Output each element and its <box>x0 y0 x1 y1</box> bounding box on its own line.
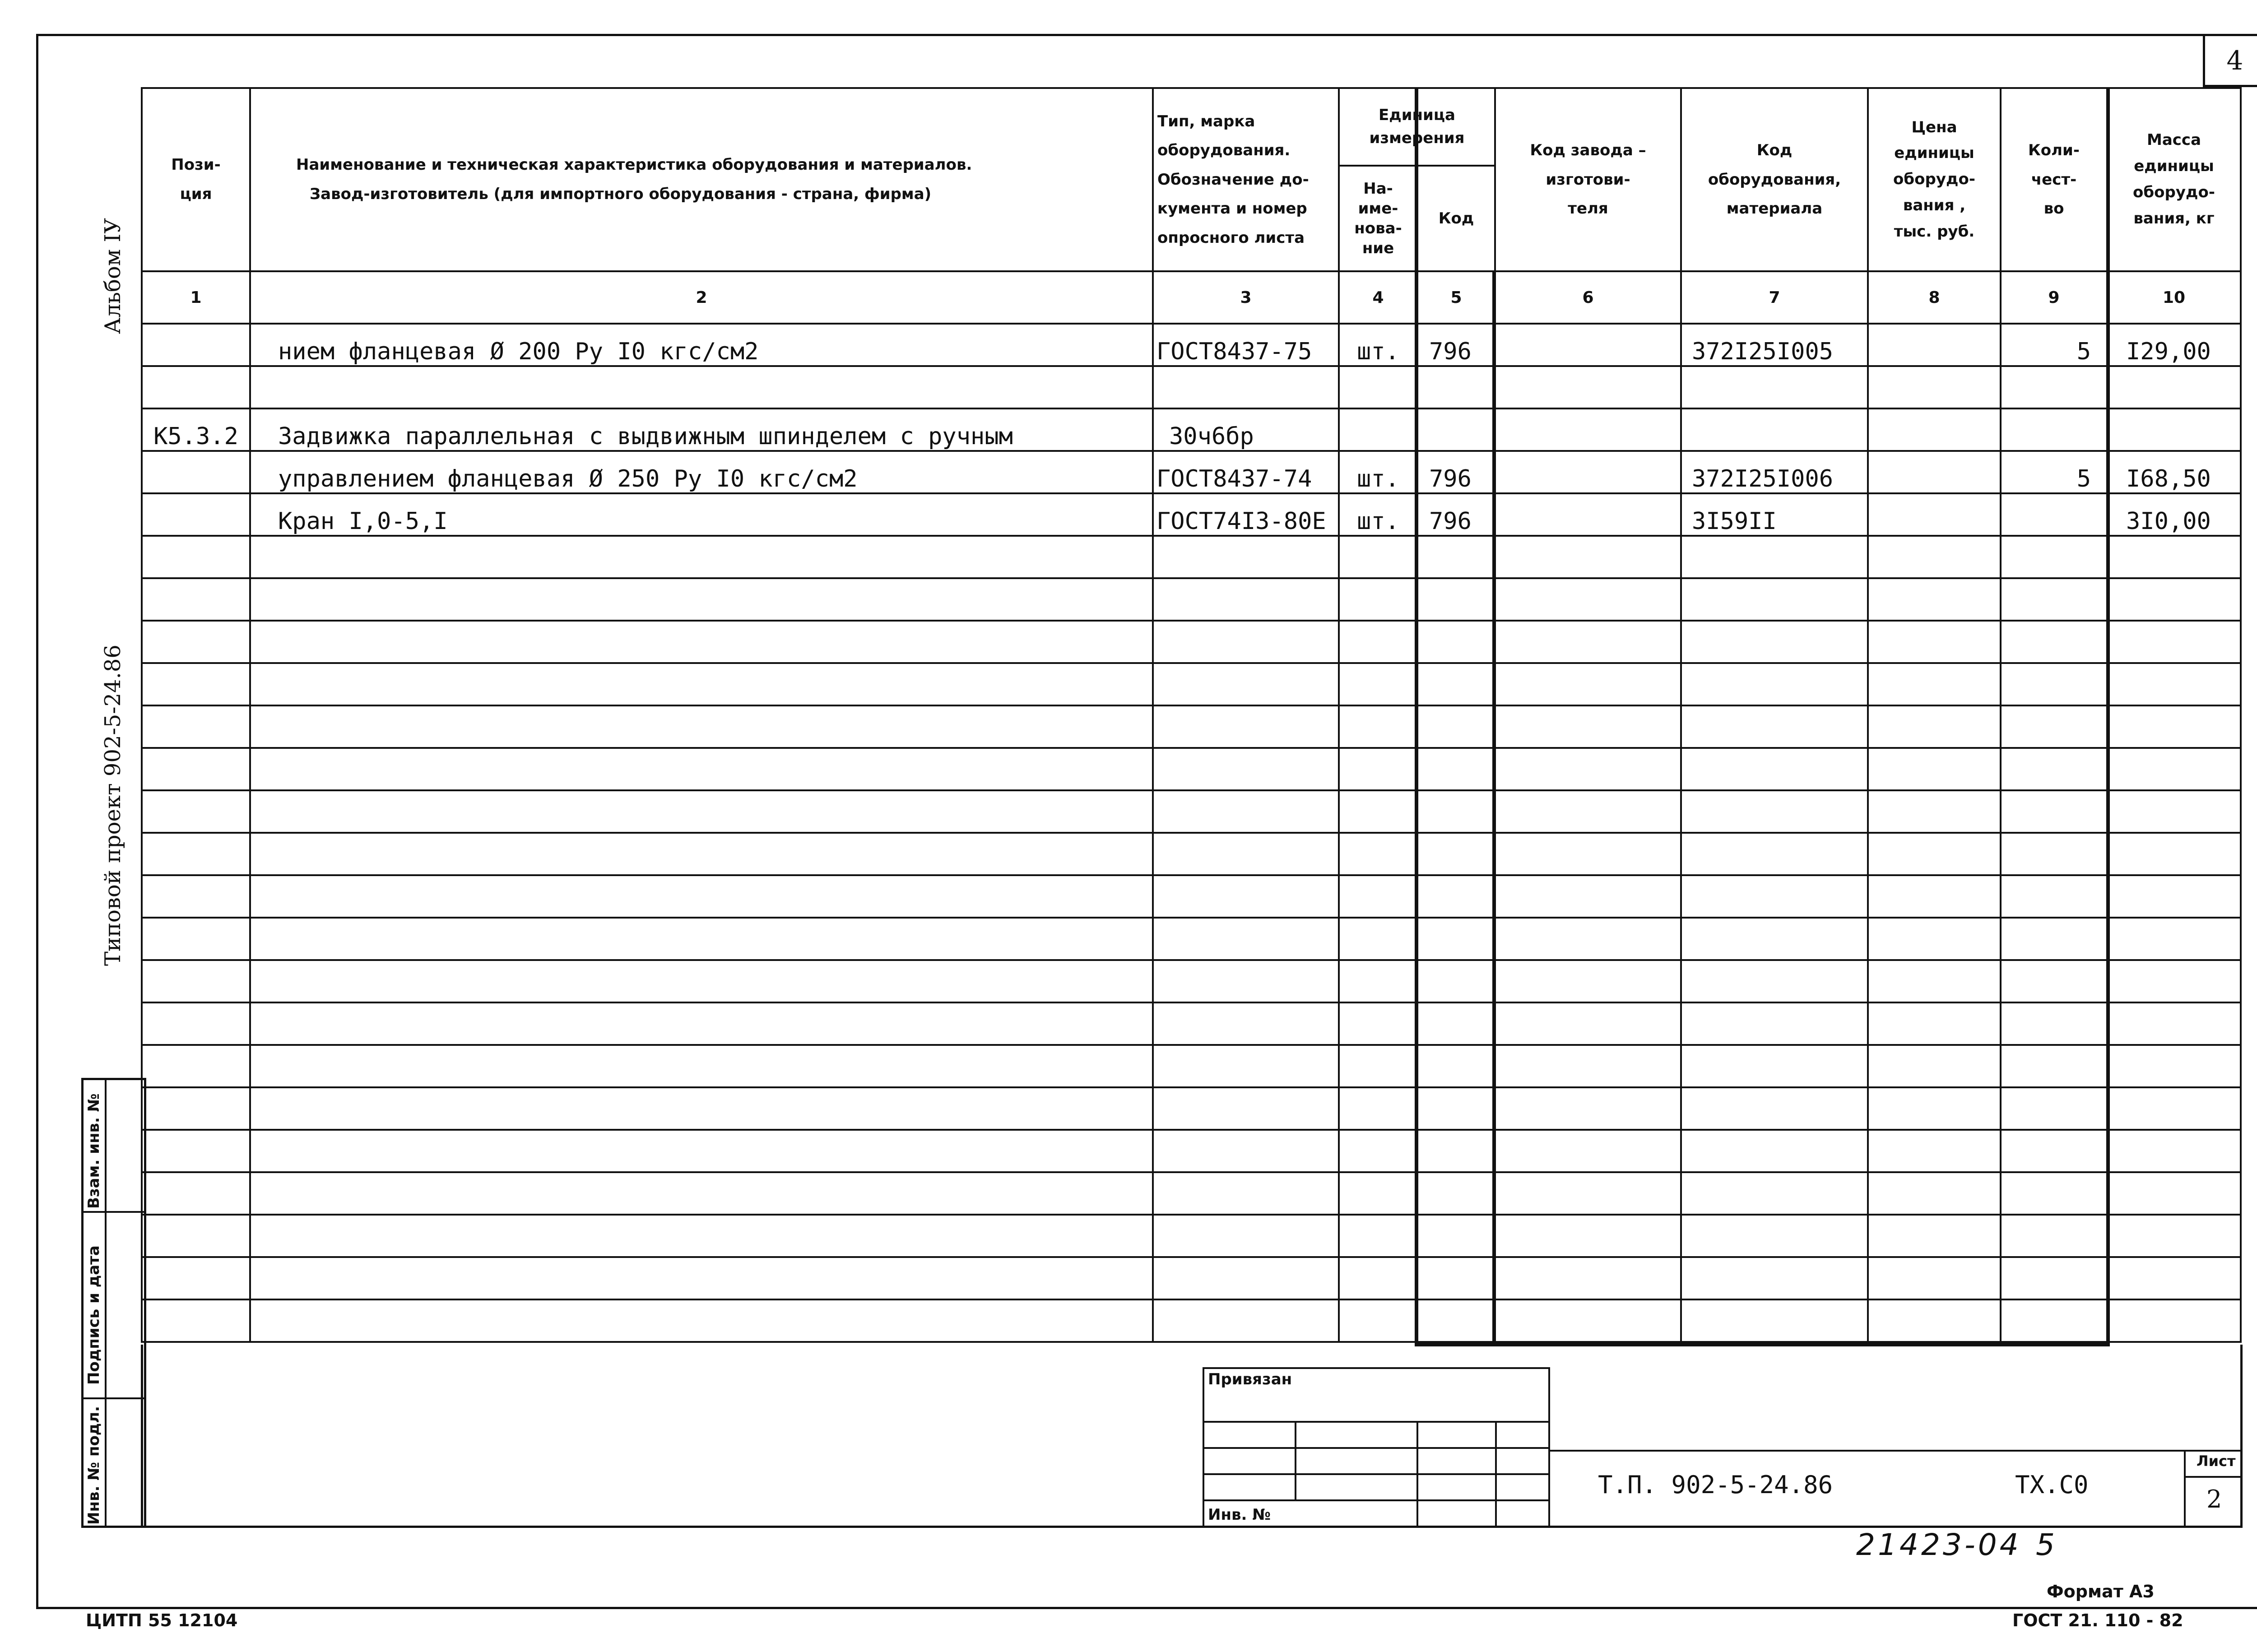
table-cell-mass <box>2107 366 2241 408</box>
table-cell-factory <box>1495 366 1681 408</box>
table-row-empty <box>142 875 2241 918</box>
table-cell-price <box>1868 366 2001 408</box>
table-cell-mass: I68,50 <box>2107 451 2241 493</box>
table-cell-quantity: 5 <box>2001 451 2107 493</box>
header-unit-group: Единица измерения <box>1339 88 1495 166</box>
table-row-empty <box>142 833 2241 875</box>
table-cell-quantity <box>2001 493 2107 536</box>
table-cell-price <box>1868 408 2001 451</box>
header-type: Тип, марка оборудования. Обозначение до- кумента и номер опросного листа <box>1153 88 1339 271</box>
table-row-empty <box>142 1087 2241 1130</box>
table-cell-type: 30ч6бр <box>1153 408 1339 451</box>
table-cell-factory <box>1495 324 1681 366</box>
table-cell-name: Задвижка параллельная с выдвижным шпинделем с ручным <box>250 408 1153 451</box>
replaced-inv-label: Взам. инв. № <box>85 1093 103 1209</box>
orig-inv-label: Инв. № подл. <box>85 1406 103 1525</box>
table-row-empty <box>142 1130 2241 1172</box>
header-equipment-code: Код оборудования, материала <box>1681 88 1868 271</box>
divider <box>1295 1421 1296 1500</box>
table-row-empty <box>142 536 2241 578</box>
document-code: ТХ.С0 <box>2015 1471 2089 1499</box>
table-cell-position: К5.3.2 <box>142 408 250 451</box>
header-position: Пози- ция <box>142 88 250 271</box>
table-row-empty <box>142 1215 2241 1257</box>
header-name <box>250 88 1153 271</box>
divider <box>1495 1421 1497 1528</box>
inv-no-label: Инв. № <box>1208 1506 1271 1524</box>
col-number: 9 <box>2001 271 2107 324</box>
col-number: 5 <box>1417 271 1495 324</box>
table-cell-type <box>1153 366 1339 408</box>
col-number: 3 <box>1153 271 1339 324</box>
handwritten-suffix: 5 <box>2036 1527 2057 1562</box>
header-unit-code: Код <box>1417 166 1495 271</box>
col-number: 10 <box>2107 271 2241 324</box>
table-row-empty <box>142 1002 2241 1045</box>
table-cell-code: 796 <box>1417 493 1495 536</box>
divider <box>1203 1447 1550 1449</box>
table-cell-mass <box>2107 408 2241 451</box>
col-number: 2 <box>250 271 1153 324</box>
table-cell-code <box>1417 408 1495 451</box>
table-cell-position <box>142 366 250 408</box>
table-cell-price <box>1868 493 2001 536</box>
divider <box>1203 1499 1550 1501</box>
table-row-empty <box>142 1299 2241 1342</box>
table-cell-code: 796 <box>1417 451 1495 493</box>
table-cell-factory <box>1495 451 1681 493</box>
handwritten-number: 21423-04 <box>1856 1527 2021 1562</box>
table-cell-mass: 3I0,00 <box>2107 493 2241 536</box>
sheet-number: 2 <box>2206 1485 2222 1513</box>
divider <box>81 1211 144 1213</box>
table-row-empty <box>142 1045 2241 1087</box>
table-cell-unit: шт. <box>1339 451 1417 493</box>
citp-label: ЦИТП 55 12104 <box>86 1610 238 1630</box>
table-cell-price <box>1868 324 2001 366</box>
header-name-line1: Наименование и техническая характеристика оборудования и материалов. <box>296 156 972 174</box>
table-cell-type: ГОСТ8437-74 <box>1153 451 1339 493</box>
table-cell-factory <box>1495 493 1681 536</box>
header-mass: Масса единицы оборудо- вания, кг <box>2107 88 2241 271</box>
table-cell-name: Кран I,0-5,I <box>250 493 1153 536</box>
table-cell-quantity <box>2001 366 2107 408</box>
divider <box>1203 1421 1550 1423</box>
table-cell-quantity: 5 <box>2001 324 2107 366</box>
divider <box>1203 1473 1550 1475</box>
gost-label: ГОСТ 21. 110 - 82 <box>2012 1610 2183 1630</box>
col-number: 7 <box>1681 271 1868 324</box>
table-cell-position <box>142 324 250 366</box>
specification-table <box>141 87 2242 1343</box>
table-cell-name: управлением фланцевая Ø 250 Ру I0 кгс/см2 <box>250 451 1153 493</box>
table-cell-type: ГОСТ8437-75 <box>1153 324 1339 366</box>
table-cell-code: 796 <box>1417 324 1495 366</box>
header-factory-code: Код завода – изготови- теля <box>1495 88 1681 271</box>
table-cell-equipment: 372I25I006 <box>1681 451 1868 493</box>
col-number: 8 <box>1868 271 2001 324</box>
divider <box>105 1078 107 1528</box>
header-price: Цена единицы оборудо- вания , тыс. руб. <box>1868 88 2001 271</box>
table-row-empty <box>142 1257 2241 1299</box>
project-designation: Т.П. 902-5-24.86 <box>1598 1471 1833 1499</box>
table-cell-unit <box>1339 408 1417 451</box>
table-row-empty <box>142 790 2241 833</box>
table-cell-name: нием фланцевая Ø 200 Ру I0 кгс/см2 <box>250 324 1153 366</box>
sheet-label: Лист <box>2197 1452 2236 1470</box>
project-label: Типовой проект 902-5-24.86 <box>100 645 125 966</box>
divider <box>81 1397 144 1399</box>
table-row-empty <box>142 748 2241 790</box>
signature-date-label: Подпись и дата <box>85 1245 103 1385</box>
header-name-line2: Завод-изготовитель (для импортного оборудования - страна, фирма) <box>310 185 932 203</box>
album-label: Альбом IУ <box>100 218 125 334</box>
stamp-area <box>141 1345 2243 1528</box>
header-unit-name: На- име- нова- ние <box>1339 166 1417 271</box>
table-cell-equipment: 372I25I005 <box>1681 324 1868 366</box>
divider <box>1550 1450 2243 1452</box>
table-cell-unit: шт. <box>1339 324 1417 366</box>
bold-divider <box>1492 271 1495 1346</box>
col-number: 6 <box>1495 271 1681 324</box>
table-row-empty <box>142 621 2241 663</box>
table-cell-factory <box>1495 408 1681 451</box>
table-row-empty <box>142 960 2241 1002</box>
divider <box>1416 1421 1418 1528</box>
table-cell-mass: I29,00 <box>2107 324 2241 366</box>
table-row-empty <box>142 705 2241 748</box>
table-cell-equipment: 3I59II <box>1681 493 1868 536</box>
table-row-empty <box>142 578 2241 621</box>
privyazan-label: Привязан <box>1208 1370 1292 1388</box>
table-row-empty <box>142 663 2241 705</box>
col-number: 1 <box>142 271 250 324</box>
table-cell-name <box>250 366 1153 408</box>
divider <box>2184 1476 2243 1478</box>
page-number: 4 <box>2203 34 2257 87</box>
table-cell-unit <box>1339 366 1417 408</box>
table-cell-code <box>1417 366 1495 408</box>
table-row-empty <box>142 1172 2241 1215</box>
table-cell-position <box>142 493 250 536</box>
table-cell-equipment <box>1681 366 1868 408</box>
table-cell-price <box>1868 451 2001 493</box>
col-number: 4 <box>1339 271 1417 324</box>
table-cell-equipment <box>1681 408 1868 451</box>
table-row-empty <box>142 918 2241 960</box>
table-cell-quantity <box>2001 408 2107 451</box>
header-quantity: Коли- чест- во <box>2001 88 2107 271</box>
table-cell-position <box>142 451 250 493</box>
format-label: Формат А3 <box>2047 1582 2155 1601</box>
table-cell-type: ГОСТ74I3-80Е <box>1153 493 1339 536</box>
table-cell-unit: шт. <box>1339 493 1417 536</box>
